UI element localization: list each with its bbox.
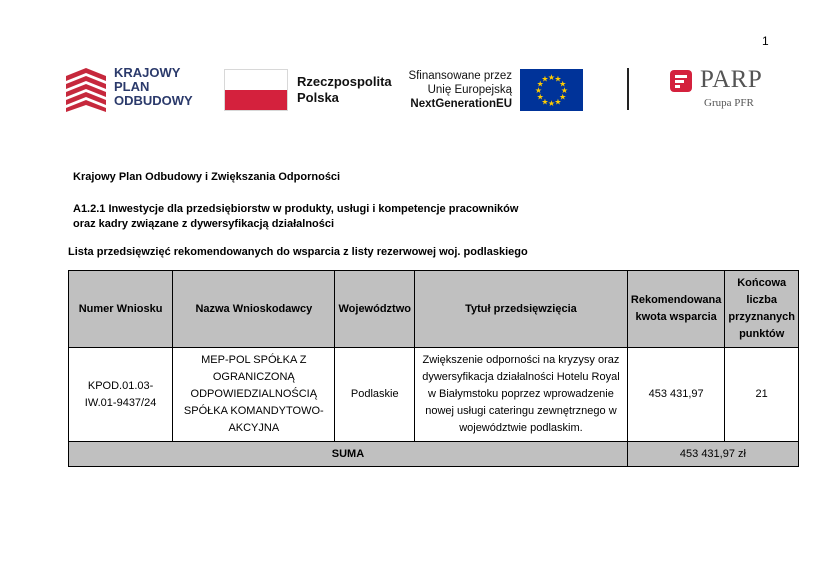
header-tytul: Tytuł przedsięwzięcia <box>415 271 628 348</box>
kpo-emblem-icon <box>66 66 108 112</box>
poland-flag-icon <box>224 69 288 111</box>
eu-star-icon: ★ <box>536 92 544 102</box>
eu-star-icon: ★ <box>534 86 543 95</box>
eu-line1: Sfinansowane przez <box>408 70 512 82</box>
cell-numer: KPOD.01.03-IW.01-9437/24 <box>69 348 173 442</box>
parp-emblem-icon <box>670 70 692 92</box>
eu-line2: Unię Europejską <box>427 84 512 96</box>
recommendations-table <box>68 270 799 467</box>
cell-kwota: 453 431,97 <box>627 348 724 442</box>
eu-star-icon: ★ <box>559 92 567 102</box>
kpo-logo-line3: ODBUDOWY <box>114 93 193 108</box>
eu-funding-text <box>402 69 512 111</box>
eu-star-icon: ★ <box>547 73 556 82</box>
sum-label: SUMA <box>69 442 628 467</box>
table-sum-row <box>69 442 799 467</box>
header-nazwa: Nazwa Wnioskodawcy <box>173 271 335 348</box>
rp-logo-line1: Rzeczpospolita <box>297 74 392 89</box>
cell-tytul: Zwiększenie odporności na kryzysy oraz dywersyfikacja działalności Hotelu Royal w Białymstoku poprzez wprowadzenie nowej usługi cateringu zewnętrznego w województwie podlaskim. <box>415 348 628 442</box>
eu-star-icon: ★ <box>560 86 569 95</box>
eu-star-icon: ★ <box>554 97 562 107</box>
kpo-logo-line2: PLAN <box>114 79 150 94</box>
eu-star-icon: ★ <box>559 79 567 89</box>
eu-star-icon: ★ <box>536 79 544 89</box>
eu-line3: NextGenerationEU <box>410 98 512 110</box>
table-header-row <box>69 271 799 348</box>
header-kwota: Rekomendowana kwota wsparcia <box>627 271 724 348</box>
table-row <box>69 348 799 442</box>
rp-logo-line2: Polska <box>297 90 339 105</box>
list-title: Lista przedsięwzięć rekomendowanych do wsparcia z listy rezerwowej woj. podlaskiego <box>68 246 528 258</box>
header-punkty: Końcowa liczba przyznanych punktów <box>725 271 799 348</box>
header-numer: Numer Wniosku <box>69 271 173 348</box>
kpo-logo <box>66 66 206 112</box>
kpo-logo-line1: KRAJOWY <box>114 65 181 80</box>
eu-star-icon: ★ <box>541 74 549 84</box>
cell-wojewodztwo: Podlaskie <box>335 348 415 442</box>
parp-subtitle: Grupa PFR <box>704 97 754 109</box>
logo-divider <box>627 68 629 110</box>
eu-star-icon: ★ <box>554 74 562 84</box>
rp-logo-text <box>297 74 392 106</box>
parp-logo <box>670 66 780 112</box>
parp-name: PARP <box>700 66 763 93</box>
cell-nazwa: MEP-POL SPÓŁKA Z OGRANICZONĄ ODPOWIEDZIALNOŚCIĄ SPÓŁKA KOMANDYTOWO-AKCYJNA <box>173 348 335 442</box>
eu-star-icon: ★ <box>541 97 549 107</box>
eu-star-icon: ★ <box>547 99 556 108</box>
program-heading: Krajowy Plan Odbudowy i Zwiększania Odporności <box>73 171 341 183</box>
header-wojewodztwo: Województwo <box>335 271 415 348</box>
cell-punkty: 21 <box>725 348 799 442</box>
sum-amount: 453 431,97 zł <box>627 442 798 467</box>
eu-flag-icon <box>520 69 583 111</box>
page-number: 1 <box>762 34 769 48</box>
investment-heading: A1.2.1 Inwestycje dla przedsiębiorstw w produkty, usługi i kompetencje pracowników oraz kadry związane z dywersyfikacją działalności <box>73 203 519 230</box>
